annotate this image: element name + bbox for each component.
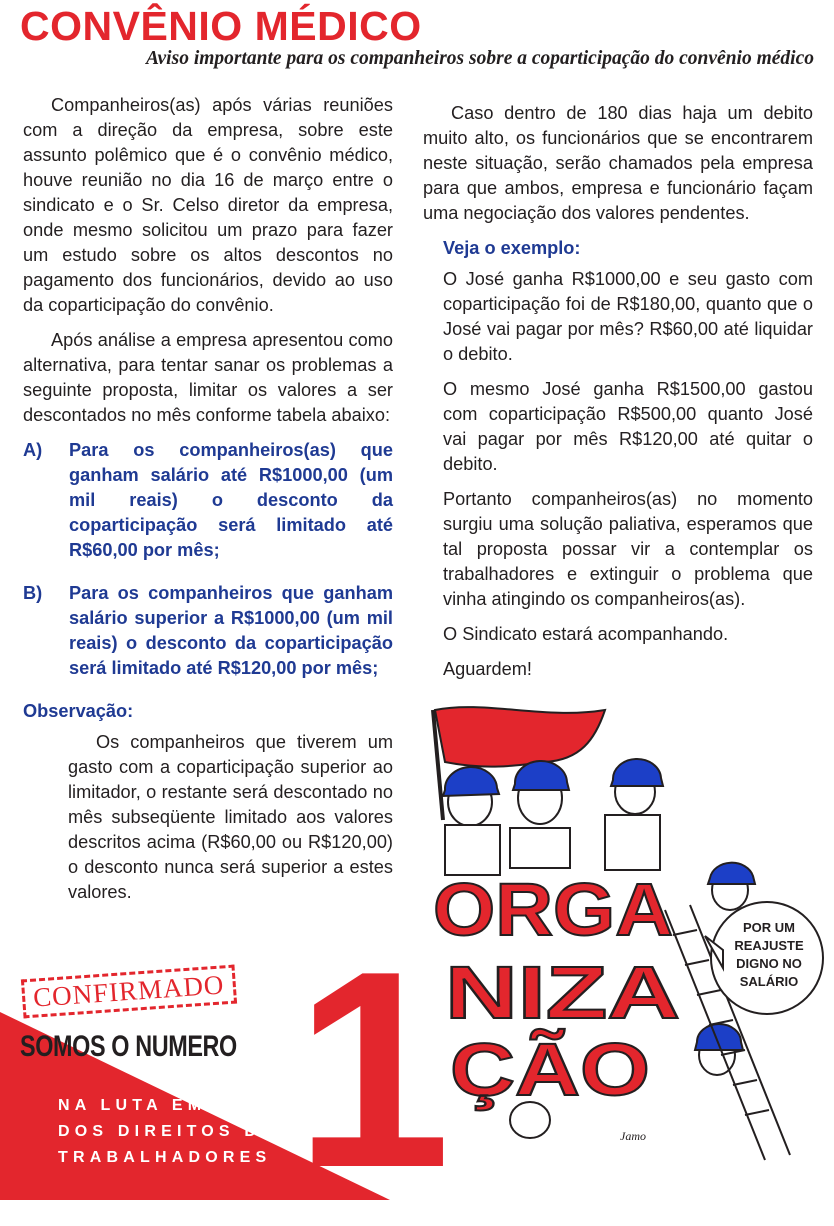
luta-line: TRABALHADORES [58, 1149, 272, 1166]
example-heading: Veja o exemplo: [443, 238, 581, 258]
left-column [23, 93, 393, 915]
debt-paragraph: Caso dentro de 180 dias haja um debito muito alto, os funcionários que se encontrarem neste situação, serão chamados pela empresa para que ambos, empresa e funcionário façam uma negociação dos valores pendentes. [423, 103, 813, 223]
conclusion-paragraph: Portanto companheiros(as) no momento surgiu uma solução paliativa, esperamos que tal proposta possar vir a contemplar os trabalhadores e extinguir o problema que vinha atingindo os companheiros(as). [443, 489, 813, 609]
item-label: B) [23, 583, 43, 603]
luta-line: DOS DIREITOS DOS [58, 1123, 295, 1140]
confirmado-stamp: CONFIRMADO [21, 965, 237, 1019]
observation-text: Os companheiros que tiverem um gasto com a coparticipação superior ao limitador, o restante será descontado no mês subseqüente limitado aos valores descritos acima (R$60,00 ou R$120,00) o desconto nunca será superior a estes valores. [68, 732, 393, 902]
number-one-graphic: 1 [295, 914, 451, 1226]
speech-line: SALÁRIO [739, 974, 799, 989]
luta-text [58, 1093, 312, 1171]
organizacao-cartoon [405, 700, 825, 1190]
page-subtitle: Aviso importante para os companheiros sobre a coparticipação do convênio médico [145, 48, 814, 69]
speech-line: DIGNO NO [736, 956, 802, 971]
organizacao-word: ORGA [433, 868, 673, 951]
somos-o-numero-text: SOMOS O NUMERO [20, 1030, 237, 1063]
example-1: O José ganha R$1000,00 e seu gasto com coparticipação foi de R$180,00, quanto que o José vai pagar por mês? R$60,00 até liquidar o debito. [443, 269, 813, 364]
intro-paragraph: Companheiros(as) após várias reuniões com a direção da empresa, sobre este assunto polêmico que é o convênio médico, houve reunião no dia 16 de março entre o sindicato e o Sr. Celso diretor da empresa, onde mesmo solicitou um prazo para fazer um estudo sobre os altos descontos no pagamento dos funcionários, devido ao uso da coparticipação do convênio. [23, 95, 393, 315]
speech-line: REAJUSTE [734, 938, 804, 953]
sindicato-note: O Sindicato estará acompanhando. [443, 624, 729, 644]
proposal-paragraph: Após análise a empresa apresentou como alternativa, para tentar sanar os problemas a seguinte proposta, limitar os valores a ser descontados no mês conforme tabela abaixo: [23, 330, 393, 425]
luta-line: NA LUTA EM DEFESA [58, 1097, 313, 1114]
observation-heading: Observação: [23, 701, 134, 721]
proposal-item-b [23, 581, 393, 681]
speech-bubble [705, 902, 823, 1014]
item-text: Para os companheiros que ganham salário superior a R$1000,00 (um mil reais) o desconto da coparticipação será limitado até R$120,00 por mês; [69, 583, 393, 678]
speech-line: POR UM [743, 920, 795, 935]
page-title: CONVÊNIO MÉDICO [20, 3, 422, 49]
artist-signature: Jamo [620, 1129, 646, 1143]
organizacao-word: NIZA [445, 951, 680, 1034]
organizacao-letters [433, 868, 680, 1111]
item-text: Para os companheiros(as) que ganham salário até R$1000,00 (um mil reais) o desconto da coparticipação será limitado até R$60,00 por mês; [69, 440, 393, 560]
item-label: A) [23, 440, 43, 460]
example-2: O mesmo José ganha R$1500,00 gastou com coparticipação R$500,00 quanto José vai pagar por mês R$120,00 até quitar o debito. [443, 379, 813, 474]
aguardem-note: Aguardem! [443, 659, 532, 679]
proposal-item-a [23, 438, 393, 563]
right-column [423, 101, 813, 692]
organizacao-word: ÇÃO [450, 1028, 650, 1111]
